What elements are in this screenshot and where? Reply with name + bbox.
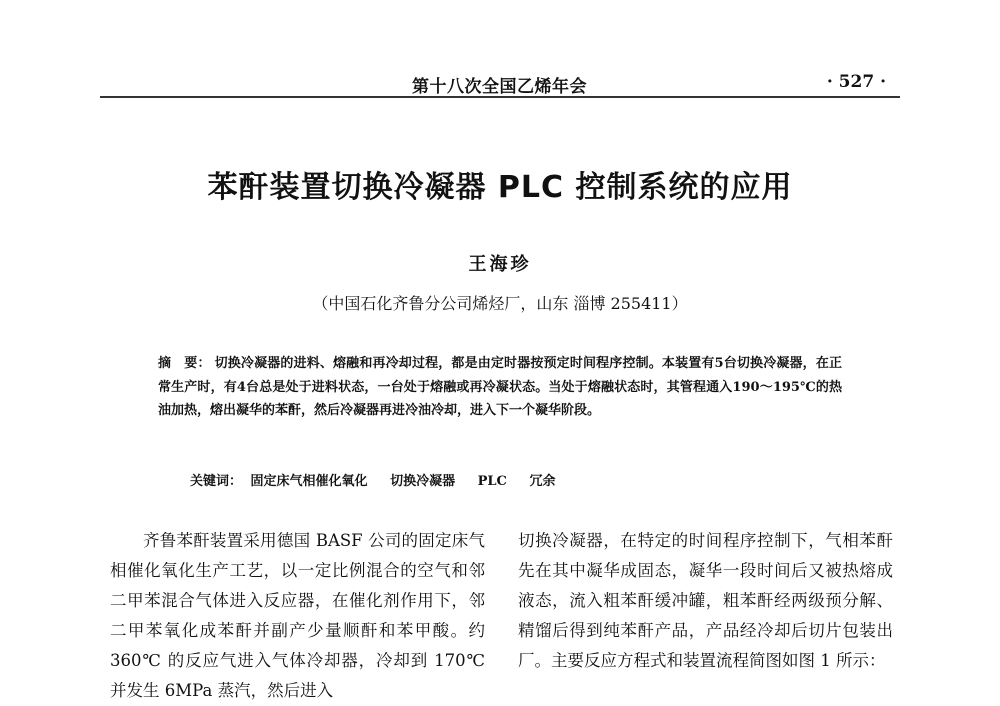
body-right-column: 切换冷凝器，在特定的时间程序控制下，气相苯酐先在其中凝华成固态，凝华一段时间后又被热熔成液态，流入粗苯酐缓冲罐，粗苯酐经两级预分解、精馏后得到纯苯酐产品，产品经冷却后切片包装出厂。主要反应方程式和装置流程简图如图 1 所示： (518, 531, 893, 670)
header-divider (100, 96, 900, 98)
keywords-label: 关键词： (190, 474, 243, 489)
page-number: · 527 · (826, 72, 886, 92)
author-name: 王海珍 (468, 254, 532, 275)
keywords (190, 470, 840, 489)
keyword: PLC (477, 474, 507, 489)
conference-name: 第十八次全国乙烯年会 (412, 77, 587, 97)
running-header (100, 62, 900, 97)
abstract (158, 352, 842, 423)
body-left-column: 齐鲁苯酐装置采用德国 BASF 公司的固定床气相催化氧化生产工艺，以一定比例混合的空气和邻二甲苯混合气体进入反应器，在催化剂作用下，邻二甲苯氧化成苯酐并副产少量顺酐和苯甲酸。约 360℃ 的反应气进入气体冷却器，冷却到 170℃ 并发生 6MPa 蒸汽，然后进入 (110, 531, 485, 700)
abstract-text: 切换冷凝器的进料、熔融和再冷却过程，都是由定时器按预定时间程序控制。本装置有5台切换冷凝器，在正常生产时，有4台总是处于进料状态，一台处于熔融或再冷凝状态。当处于熔融状态时，其管程通入190～195℃的热油加热，熔出凝华的苯酐，然后冷凝器再进冷油冷却，进入下一个凝华阶段。 (158, 356, 842, 418)
abstract-label: 摘 要： (158, 356, 211, 371)
keyword: 切换冷凝器 (390, 474, 456, 489)
author-affiliation: （中国石化齐鲁分公司烯烃厂，山东 淄博 255411） (312, 294, 688, 313)
keyword: 冗余 (529, 474, 556, 489)
paper-title: 苯酐装置切换冷凝器 PLC 控制系统的应用 (207, 170, 793, 205)
keyword: 固定床气相催化氧化 (250, 474, 368, 489)
